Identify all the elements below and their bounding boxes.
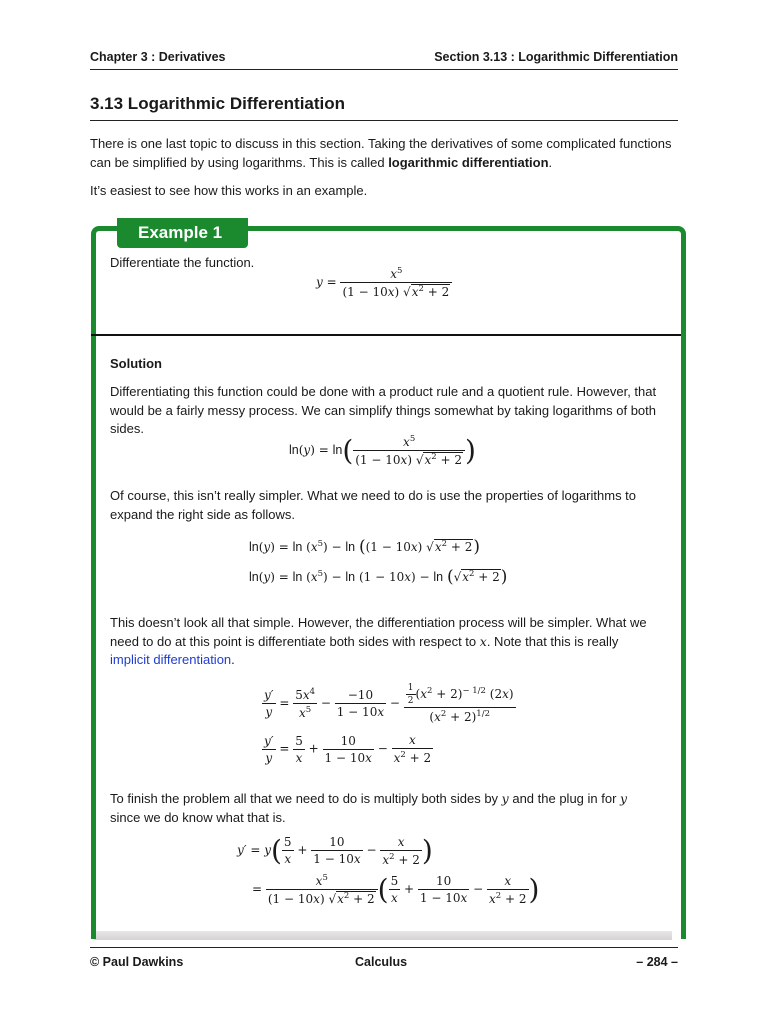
eq-fraction	[418, 874, 469, 905]
half-num: 1	[407, 683, 414, 693]
left-paren: (	[377, 873, 389, 906]
eq-x: x	[295, 750, 303, 765]
section-title: 3.13 Logarithmic Differentiation	[90, 94, 346, 113]
eq-exp-5: 5	[317, 569, 324, 579]
eq-den-x: x	[313, 892, 320, 906]
eq-rad-x: x	[462, 570, 470, 584]
eq-x: x	[310, 570, 318, 584]
implicit-differentiation-link[interactable]: implicit differentiation	[110, 652, 232, 667]
eq-fraction	[266, 873, 378, 906]
equation-log-both-sides: ln(y) = ln( $\frac{x^5}{(1 - 10x) √x^2 + 2}$ )	[289, 434, 476, 467]
eq-exp-half: 1/2	[476, 709, 490, 719]
eq-exp-5: 5	[317, 539, 324, 549]
eq-1-minus-10: 1 − 10	[336, 705, 378, 719]
eq-rad-x: x	[424, 453, 432, 467]
eq-var-y: y	[316, 275, 323, 289]
eq-den-left: (1 − 10	[355, 453, 401, 467]
eq-exp-2: 2	[431, 452, 437, 462]
s4-text-a: To finish the problem all that we need to do is multiply both sides by	[110, 791, 502, 806]
sqrt-symbol: √	[415, 453, 424, 467]
equation-differentiate-2: $\frac{y'}{y}$ = $\frac{5}{x}$ + $\frac{10}{1 - 10x}$ − $\frac{x}{x^2 + 2}$	[264, 733, 432, 765]
eq-plus-2: + 2	[501, 891, 527, 906]
eq-x: x	[434, 710, 441, 724]
eq-fraction	[389, 874, 401, 905]
solution-heading: Solution	[110, 356, 162, 371]
eq-x: x	[408, 733, 416, 747]
problem-statement: Differentiate the function.	[110, 255, 255, 270]
eq-den-right: )	[407, 453, 412, 467]
eq-rad-x: x	[411, 285, 419, 299]
problem-solution-divider	[91, 334, 681, 336]
s4-var-y: y	[501, 791, 509, 806]
eq-1-minus-10: 1 − 10	[324, 750, 366, 765]
solution-paragraph-3	[110, 614, 660, 670]
eq-x: x	[393, 751, 401, 765]
eq-rad-x: x	[337, 892, 344, 906]
eq-fraction	[353, 434, 465, 467]
eq-5: 5	[295, 688, 303, 702]
equation-expand-2: $\ln(y) = \ln (x^5) - \ln (1 - 10x) - \ln (√x^2 + 2)$	[249, 567, 508, 587]
right-paren: )	[528, 873, 540, 906]
eq-den-left: (1 − 10	[358, 570, 405, 584]
left-paren: (	[358, 537, 366, 557]
eq-fraction	[392, 733, 434, 765]
ln-text: ln	[345, 540, 356, 554]
section-title-rule	[90, 120, 678, 121]
left-paren: (	[270, 834, 282, 867]
equation-final-2: = $\frac{x^5}{(1 - 10x) √x^2 + 2}$ ( $\frac{5}{x}$ + $\frac{10}{1 - 10x}$ − $\frac{x}{x^2 + 2}$ )	[252, 873, 540, 906]
eq-var-y: y	[303, 443, 311, 457]
eq-fraction	[293, 687, 317, 720]
eq-plus-2: + 2	[474, 570, 500, 584]
equation-function: y = $\frac{x^5}{(1 - 10x) √x^2 + 2}$	[316, 266, 452, 299]
eq-yprime: y′	[264, 733, 274, 748]
solution-paragraph-4	[110, 790, 660, 827]
ln-text: ln	[345, 570, 356, 584]
eq-x: x	[365, 750, 372, 765]
eq-x: x	[377, 705, 385, 719]
s3-period: .	[231, 652, 235, 667]
eq-plus-2: + 2	[349, 892, 375, 906]
eq-fraction	[282, 835, 294, 866]
eq-den-x: x	[387, 285, 395, 299]
eq-exp-2: 2	[440, 709, 447, 719]
s3-text-a: This doesn’t look all that simple. However, the differentiation process will be simpler. What we need to do at this point is differentiate both sides with respect to	[110, 615, 647, 649]
eq-fraction	[323, 734, 374, 765]
page-header	[90, 49, 678, 70]
left-paren: (	[446, 567, 454, 587]
eq-x: x	[284, 852, 292, 866]
eq-10: 10	[435, 874, 452, 888]
footer-rule	[90, 947, 678, 948]
eq-plus-2: + 2	[447, 540, 473, 554]
eq-fraction	[262, 734, 276, 765]
eq-var-y: y	[265, 705, 273, 719]
eq-exp-2: 2	[469, 569, 475, 579]
eq-x: x	[504, 873, 512, 888]
eq-num-x: x	[390, 267, 398, 281]
s3-text-b: . Note that this is really	[486, 633, 619, 649]
eq-plus-2: + 2	[436, 453, 463, 467]
sqrt-symbol: √	[403, 285, 411, 299]
eq-fraction	[335, 688, 386, 719]
eq-exp-5: 5	[322, 873, 328, 883]
eq-x: x	[302, 688, 310, 702]
footer-page-number: – 284 –	[636, 955, 678, 969]
eq-fraction	[262, 688, 276, 719]
ln-text: ln	[249, 570, 259, 584]
eq-x: x	[488, 891, 496, 906]
equation-expand-1: $\ln(y) = \ln (x^5) - \ln ((1 - 10x) √x^2 + 2)$	[249, 537, 480, 557]
eq-5: 5	[295, 733, 303, 748]
eq-x: x	[382, 852, 390, 867]
eq-den-left: (1 − 10	[365, 540, 411, 554]
eq-x: x	[310, 540, 318, 554]
eq-5: 5	[390, 874, 399, 888]
ln-text: ln	[332, 443, 343, 457]
eq-exp-5: 5	[305, 705, 312, 715]
eq-var-y: y	[264, 843, 271, 857]
eq-x: x	[299, 706, 306, 720]
intro-paragraph	[90, 135, 680, 172]
right-paren: )	[421, 834, 433, 867]
footer-author: © Paul Dawkins	[90, 955, 184, 969]
left-paren: (	[342, 434, 354, 467]
eq-plus-2: + 2	[446, 710, 472, 724]
ln-text: ln	[433, 570, 444, 584]
eq-x: x	[460, 891, 468, 905]
eq-exp-neg-half: − 1/2	[462, 686, 486, 696]
eq-den-x: x	[404, 570, 412, 584]
eq-rad-x: x	[434, 540, 442, 554]
eq-exp-2: 2	[441, 539, 448, 549]
eq-exp-2: 2	[400, 750, 406, 760]
eq-plus-2: + 2	[423, 285, 450, 299]
eq-den-x: x	[400, 453, 408, 467]
equation-final-1: y′ = y( $\frac{5}{x}$ + $\frac{10}{1 - 10x}$ − $\frac{x}{x^2 + 2}$ )	[237, 834, 433, 867]
eq-plus-2: + 2	[432, 687, 458, 701]
eq-exp-2: 2	[495, 890, 502, 901]
sqrt-symbol: √	[453, 570, 462, 584]
ln-text: ln	[292, 570, 303, 584]
ln-text: ln	[249, 540, 259, 554]
eq-den-left: (1 − 10	[267, 892, 314, 906]
eq-1-minus-10: 1 − 10	[313, 852, 354, 866]
eq-x: x	[315, 874, 323, 888]
eq-den-x: x	[410, 540, 418, 554]
eq-fraction	[311, 835, 362, 866]
eq-5: 5	[283, 835, 292, 849]
eq-plus-2: + 2	[394, 852, 420, 867]
chapter-label: Chapter 3 : Derivatives	[90, 50, 226, 64]
eq-minus-10: −10	[347, 688, 374, 702]
s4-text-c: since we do know what that is.	[110, 809, 286, 825]
right-paren: )	[500, 567, 508, 587]
s3-var-x: x	[479, 633, 487, 649]
example-tab-label: Example 1	[138, 223, 223, 242]
eq-x: x	[502, 687, 509, 701]
eq-den-right: )	[417, 540, 423, 554]
eq-fraction: $\frac{1}{2}$ $(x^2 + 2)^{- 1/2}$ (2x) $(x^2 + 2)^{1/2}$	[404, 683, 516, 724]
eq-fraction	[293, 734, 305, 765]
eq-exp-4: 4	[309, 687, 316, 697]
example-tab	[117, 218, 248, 248]
eq-half	[406, 683, 416, 706]
eq-exp-2: 2	[343, 891, 350, 901]
sqrt-symbol: √	[426, 540, 434, 554]
intro-text: There is one last topic to discuss in this section. Taking the derivatives of some complicated functions can be simplified by using logarithms. This is called	[90, 136, 672, 170]
eq-den-left: (1 − 10	[342, 285, 388, 299]
eq-exp-5: 5	[397, 266, 403, 276]
term-logarithmic-differentiation: logarithmic differentiation	[388, 154, 549, 170]
ln-text: ln	[289, 443, 299, 457]
intro-period: .	[548, 154, 553, 170]
eq-fraction	[380, 835, 422, 867]
ln-text: ln	[292, 540, 303, 554]
eq-var-y: y	[265, 750, 273, 765]
solution-paragraph-1: Differentiating this function could be done with a product rule and a quotient rule. However, that would be a fairly messy process. We can simplify things somewhat by taking logarithms of both sides.	[110, 384, 657, 436]
eq-1-minus-10: 1 − 10	[419, 891, 461, 905]
half-den: 2	[407, 696, 414, 706]
eq-2: (2	[489, 687, 503, 701]
eq-exp-5: 5	[409, 434, 416, 444]
eq-10: 10	[329, 835, 345, 849]
eq-exp-2: 2	[427, 686, 433, 696]
eq-yprime: y′	[264, 688, 274, 702]
eq-plus-2: + 2	[405, 751, 432, 765]
eq-den-right: )	[411, 570, 416, 584]
footer-book-title: Calculus	[355, 955, 408, 969]
eq-x: x	[420, 687, 427, 701]
equation-differentiate-1: $\frac{y'}{y}$ = $\frac{5x^4}{x^5}$ − $\frac{-10}{1 - 10x}$ − $\frac{1}{2}$ $(x^2 + 2)^{- 1/2}$ (2x) $(x^2 + 2)^{1/2}$	[264, 683, 514, 724]
sqrt-symbol: √	[328, 892, 337, 906]
section-label: Section 3.13 : Logarithmic Differentiation	[434, 50, 678, 64]
right-paren: )	[465, 434, 476, 467]
eq-fraction	[340, 266, 452, 299]
solution-paragraph-2: Of course, this isn’t really simpler. What we need to do is use the properties of logarithms to expand the right side as follows.	[110, 488, 637, 522]
eq-var-y: y	[263, 540, 271, 554]
eq-var-y: y	[263, 570, 271, 584]
eq-10: 10	[340, 733, 356, 748]
eq-den-right: )	[394, 285, 400, 299]
intro-paragraph-2: It’s easiest to see how this works in an example.	[90, 183, 368, 198]
eq-exp-2: 2	[389, 851, 395, 862]
eq-x: x	[397, 834, 405, 849]
eq-x: x	[391, 891, 398, 905]
eq-fraction	[487, 874, 529, 906]
eq-exp-2: 2	[418, 284, 424, 294]
eq-yprime: y′	[237, 843, 247, 857]
right-paren: )	[473, 537, 480, 557]
s4-var-y2: y	[620, 791, 628, 806]
eq-x: x	[353, 852, 361, 866]
eq-den-right: )	[319, 892, 325, 906]
s4-text-b: and the plug in for	[508, 791, 621, 806]
eq-num-x: x	[403, 435, 410, 449]
